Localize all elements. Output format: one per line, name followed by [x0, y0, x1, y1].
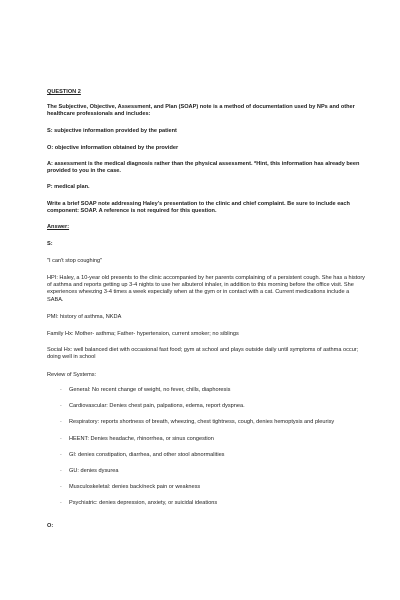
ros-item-heent	[60, 436, 360, 443]
answer-heading: Answer:	[47, 224, 70, 230]
instruction-paragraph: Write a brief SOAP note addressing Haley's presentation to the clinic and chief complaint. Be sure to include each component: SOAP. A reference is not required for this question.	[47, 201, 350, 215]
bullet-icon: ·	[60, 419, 62, 426]
definition-p: P: medical plan.	[47, 184, 90, 190]
subjective-heading: S:	[47, 241, 53, 247]
ros-list	[60, 387, 360, 508]
ros-item-respiratory	[60, 419, 360, 426]
intro-paragraph: The Subjective, Objective, Assessment, and Plan (SOAP) note is a method of documentation used by NPs and other healthcare professionals and includes:	[47, 104, 355, 118]
bullet-icon: ·	[60, 435, 62, 442]
ros-item-psychiatric	[60, 500, 360, 507]
ros-item-text: HEENT: Denies headache, rhinorrhea, or sinus congestion	[69, 435, 214, 442]
ros-item-text: Respiratory: reports shortness of breath, wheezing, chest tightness, cough, denies hemoptysis and pleurisy	[69, 419, 335, 426]
ros-item-gi	[60, 452, 360, 459]
bullet-icon: ·	[60, 500, 62, 507]
ros-item-gu	[60, 468, 360, 475]
ros-item-text: Musculoskeletal: denies back/neck pain or weakness	[69, 484, 201, 491]
definition-o: O: objective information obtained by the provider	[47, 145, 179, 151]
ros-item-text: GI: denies constipation, diarrhea, and other stool abnormalities	[69, 451, 225, 458]
bullet-icon: ·	[60, 468, 62, 475]
ros-item-general	[60, 387, 360, 394]
chief-complaint: "I can't stop coughing"	[47, 258, 103, 264]
pmi-line: PMI: history of asthma, NKDA	[47, 314, 122, 320]
hpi-paragraph: HPI: Haley, a 10-year old presents to the clinic accompanied by her parents complaining of a persistent cough. She has a history of asthma and reports getting up 3-4 nights to use her albuterol inhaler, in addition to this morning before the office visit. She experiences wheezing 3-4 times a week especially when at the gym or in contact with a cat. Current medications include a SABA.	[47, 275, 365, 303]
ros-item-musculoskeletal	[60, 484, 360, 491]
question-heading: QUESTION 2	[47, 89, 81, 95]
social-history-paragraph: Social Hx: well balanced diet with occasional fast food; gym at school and plays outside daily until symptoms of asthma occur; doing well in school	[47, 347, 359, 361]
ros-item-text: Psychiatric: denies depression, anxiety, or suicidal ideations	[69, 500, 218, 507]
bullet-icon: ·	[60, 451, 62, 458]
definition-a: A: assessment is the medical diagnosis rather than the physical assessment. *Hint, this information has already been provided to you in the case.	[47, 161, 360, 175]
bullet-icon: ·	[60, 403, 62, 410]
bullet-icon: ·	[60, 387, 62, 393]
ros-item-text: GU: denies dysurea	[69, 468, 119, 475]
bullet-icon: ·	[60, 484, 62, 491]
definition-s: S: subjective information provided by the patient	[47, 128, 177, 134]
ros-item-text: Cardiovascular: Denies chest pain, palpations, edema, report dyspnea.	[69, 403, 245, 410]
ros-heading: Review of Systems:	[47, 372, 97, 378]
family-history-line: Family Hx: Mother- asthma; Father- hypertension, current smoker; no siblings	[47, 331, 239, 337]
ros-item-text: General: No recent change of weight, no fever, chills, diaphoresis	[69, 387, 231, 393]
objective-heading: O:	[47, 523, 54, 529]
ros-item-cardiovascular	[60, 403, 360, 410]
